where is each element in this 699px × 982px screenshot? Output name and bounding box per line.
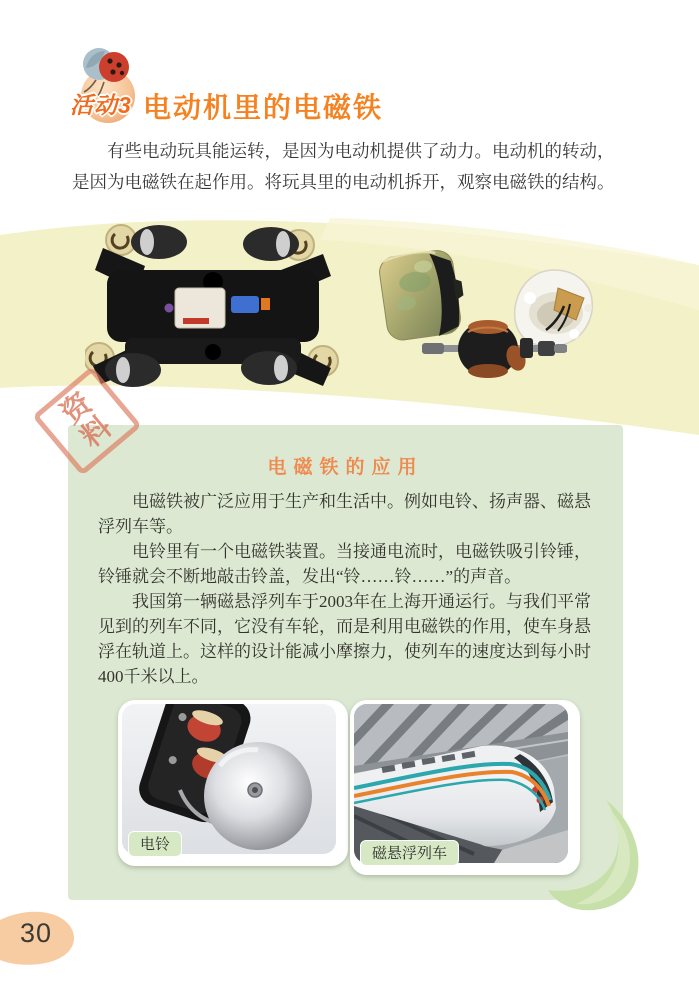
- info-paragraph-2: 电铃里有一个电磁铁装置。当接通电流时，电磁铁吸引铃锤，铃锤就会不断地敲击铃盖，发出“铃……铃……”的声音。: [98, 542, 591, 586]
- photo-label-bell: 电铃: [128, 831, 182, 857]
- info-paragraph-3: 我国第一辆磁悬浮列车于2003年在上海开通运行。与我们平常见到的列车不同，它没有车轮，而是利用电磁铁的作用，使车身悬浮在轨道上。这样的设计能减小摩擦力，使列车的速度达到每小时400千米以上。: [98, 592, 591, 686]
- leaf-ornament: [548, 800, 648, 912]
- info-box-title: 电磁铁的应用: [267, 457, 424, 478]
- toy-car-chassis-photo: [85, 218, 340, 393]
- page-number: 30: [20, 918, 53, 948]
- rotor-photo: [422, 318, 567, 380]
- info-box-body: [98, 489, 592, 689]
- photo-card-bell: [118, 700, 348, 866]
- intro-paragraph: 有些电动玩具能运转，是因为电动机提供了动力。电动机的转动，是因为电磁铁在起作用。将玩具里的电动机拆开，观察电磁铁的结构。: [72, 141, 615, 192]
- activity-badge: 活动3: [70, 92, 132, 118]
- photo-card-maglev: [350, 700, 580, 875]
- info-paragraph-1: 电磁铁被广泛应用于生产和生活中。例如电铃、扬声器、磁悬浮列车等。: [98, 492, 591, 536]
- photo-label-maglev: 磁悬浮列车: [360, 840, 459, 866]
- stamp-label: 资料: [55, 387, 119, 455]
- info-box: [68, 425, 623, 900]
- page-title: 电动机里的电磁铁: [143, 92, 384, 123]
